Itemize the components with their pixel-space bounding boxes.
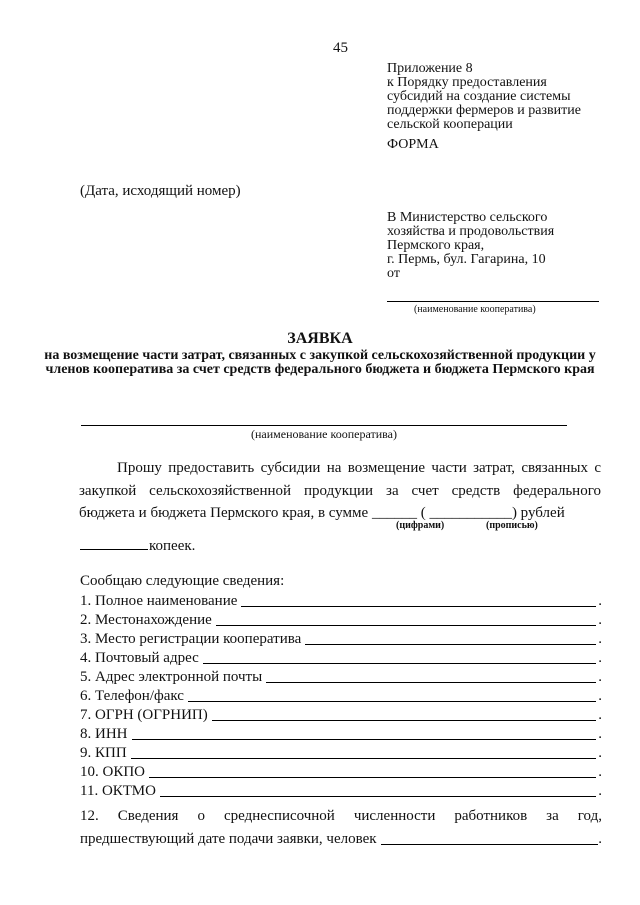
appendix-line: к Порядку предоставления <box>387 75 547 90</box>
request-paragraph <box>79 457 601 525</box>
request-text: Прошу предоставить субсидии на возмещение части затрат, связанных с закупкой сельскохозяйственной продукции за счет средств федерального бюджета и бюджета Пермского края, в сумме <box>79 460 601 521</box>
field-row <box>80 704 602 724</box>
addressee-line: г. Пермь, бул. Гагарина, 10 <box>387 252 546 267</box>
addressee-block <box>387 211 554 281</box>
field-period: . <box>598 612 602 628</box>
addressee-line: хозяйства и продовольствия <box>387 224 555 239</box>
field-label: 9. КПП <box>80 745 127 761</box>
sum-digits-field[interactable]: ______ ( <box>371 505 426 521</box>
field-label: 1. Полное наименование <box>80 593 238 609</box>
addressee-line: от <box>387 266 400 281</box>
field-label: 7. ОГРН (ОГРНИП) <box>80 707 208 723</box>
addressee-line: Пермского края, <box>387 238 485 253</box>
field-period: . <box>598 593 602 609</box>
field-label: 10. ОКПО <box>80 764 146 780</box>
item-12-label: предшествующий дате подачи заявки, человек <box>80 831 377 847</box>
date-reference: (Дата, исходящий номер) <box>80 183 241 199</box>
field-row <box>80 590 602 610</box>
field-period: . <box>598 650 602 666</box>
kopeks-label: копеек. <box>149 538 196 554</box>
field-row <box>80 761 602 781</box>
appendix-line: сельской кооперации <box>387 117 513 132</box>
field-label: 4. Почтовый адрес <box>80 650 199 666</box>
sum-words-field[interactable]: ___________) рублей <box>429 505 565 521</box>
hint-words: (прописью) <box>486 520 538 531</box>
field-period: . <box>598 631 602 647</box>
employees-count-line[interactable] <box>381 832 599 845</box>
hint-digits: (цифрами) <box>396 520 445 531</box>
item-12-period: . <box>598 831 602 847</box>
field-input-line[interactable] <box>131 746 596 759</box>
item-12-row <box>80 828 602 848</box>
field-label: 6. Телефон/факс <box>80 688 184 704</box>
document-subtitle: на возмещение части затрат, связанных с закупкой сельскохозяйственной продукции у членов кооператива за счет средств федерального бюджета и бюджета Пермского края <box>44 348 596 377</box>
field-row <box>80 609 602 629</box>
field-label: 8. ИНН <box>80 726 128 742</box>
field-label: 3. Место регистрации кооператива <box>80 631 302 647</box>
field-row <box>80 666 602 686</box>
field-input-line[interactable] <box>216 613 596 626</box>
field-input-line[interactable] <box>203 651 596 664</box>
kopeks-field[interactable] <box>80 537 148 550</box>
field-row <box>80 685 602 705</box>
appendix-line: субсидий на создание системы <box>387 89 571 104</box>
page-number: 45 <box>333 40 348 56</box>
field-label: 2. Местонахождение <box>80 612 212 628</box>
addressee-line: В Министерство сельского <box>387 210 548 225</box>
field-period: . <box>598 726 602 742</box>
coop-name-hint: (наименование кооператива) <box>251 427 397 441</box>
field-row <box>80 742 602 762</box>
field-input-line[interactable] <box>132 727 597 740</box>
field-input-line[interactable] <box>305 632 596 645</box>
sender-coop-line[interactable] <box>387 301 599 302</box>
field-row <box>80 780 602 800</box>
item-12-text: 12. Сведения о среднесписочной численности работников за год, <box>80 808 602 824</box>
field-period: . <box>598 688 602 704</box>
field-label: 11. ОКТМО <box>80 783 156 799</box>
kopeks-row <box>80 537 195 555</box>
field-input-line[interactable] <box>149 765 596 778</box>
document-title: ЗАЯВКА <box>287 330 353 347</box>
sender-coop-hint: (наименование кооператива) <box>414 304 536 315</box>
field-period: . <box>598 707 602 723</box>
form-label: ФОРМА <box>387 137 439 152</box>
field-period: . <box>598 764 602 780</box>
field-period: . <box>598 783 602 799</box>
appendix-header <box>387 62 581 132</box>
field-input-line[interactable] <box>212 708 596 721</box>
field-row <box>80 723 602 743</box>
coop-name-line[interactable] <box>81 425 567 426</box>
field-period: . <box>598 669 602 685</box>
field-period: . <box>598 745 602 761</box>
field-input-line[interactable] <box>241 594 596 607</box>
info-intro: Сообщаю следующие сведения: <box>80 573 285 589</box>
field-row <box>80 647 602 667</box>
field-label: 5. Адрес электронной почты <box>80 669 263 685</box>
appendix-line: Приложение 8 <box>387 61 473 76</box>
appendix-line: поддержки фермеров и развитие <box>387 103 581 118</box>
field-input-line[interactable] <box>160 784 596 797</box>
field-row <box>80 628 602 648</box>
field-input-line[interactable] <box>188 689 596 702</box>
field-input-line[interactable] <box>266 670 596 683</box>
